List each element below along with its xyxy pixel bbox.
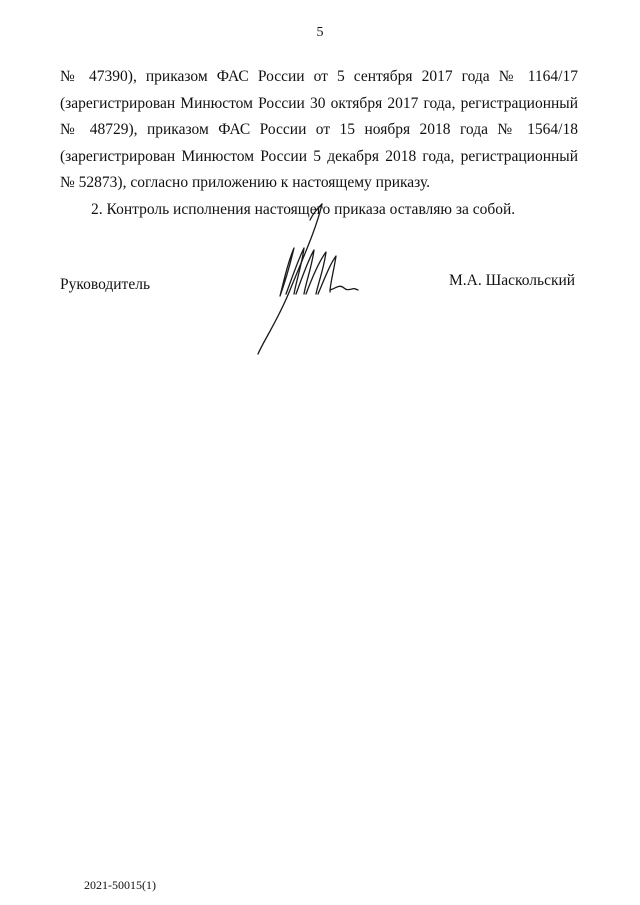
paragraph-line: (зарегистрирован Минюстом России 30 октября 2017 года, регистрационный xyxy=(60,94,578,112)
paragraph-control: 2. Контроль исполнения настоящего приказа оставляю за собой. xyxy=(91,200,516,218)
paragraph-line: № 48729), приказом ФАС России от 15 ноября 2018 года № 1564/18 xyxy=(60,121,578,138)
signatory-name: М.А. Шаскольский xyxy=(449,272,576,289)
paragraph-line: № 47390), приказом ФАС России от 5 сентября 2017 года № 1164/17 xyxy=(60,68,578,85)
page-number: 5 xyxy=(316,25,324,40)
signatory-role: Руководитель xyxy=(60,276,151,293)
handwritten-signature xyxy=(250,190,400,360)
paragraph-line: № 52873), согласно приложению к настоящему приказу. xyxy=(60,174,431,191)
document-code: 2021-50015(1) xyxy=(84,878,156,892)
paragraph-line: (зарегистрирован Минюстом России 5 декабря 2018 года, регистрационный xyxy=(60,147,578,165)
